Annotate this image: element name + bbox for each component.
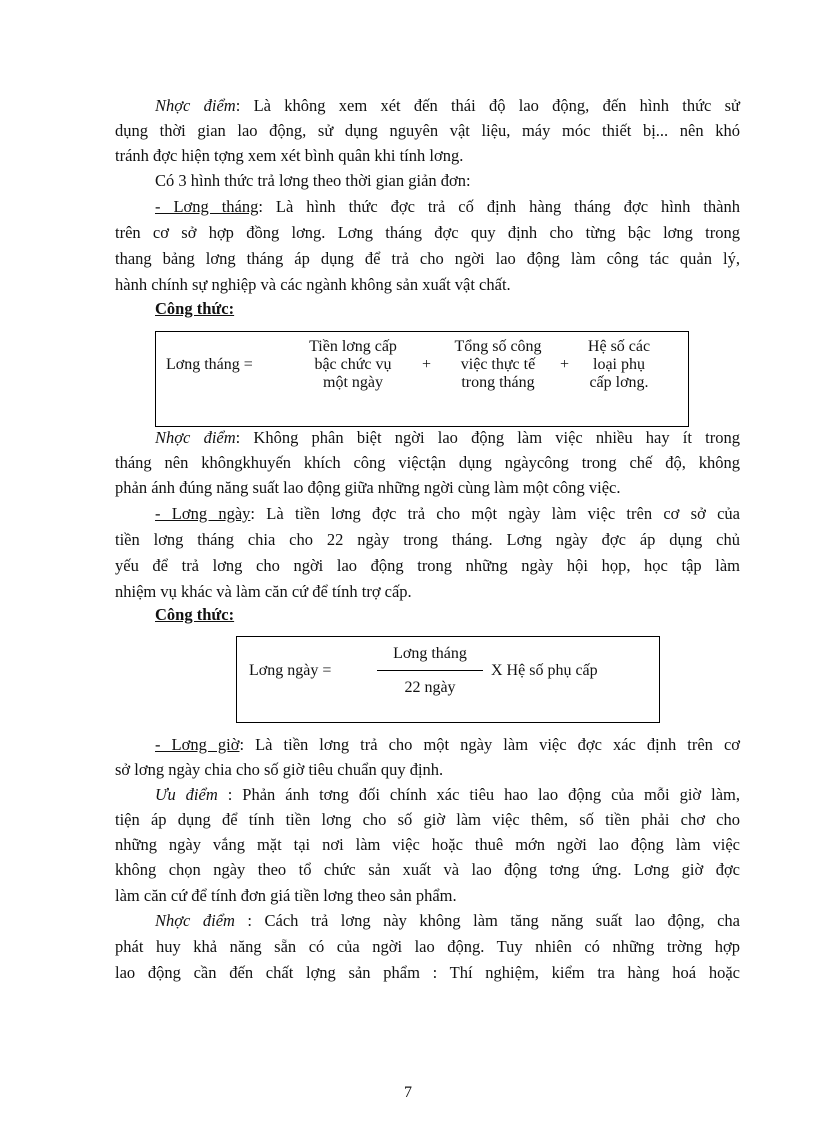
para1-line-3: tránh đợc hiện tợng xem xét bình quân khi tính lơng.	[115, 146, 464, 165]
para4-lead: - Lơng ngày	[155, 504, 251, 523]
formula1-plus-1: +	[422, 356, 432, 373]
formula1-plus-2: +	[560, 356, 570, 373]
para2-line-1	[155, 197, 740, 217]
formula1-term3-line3: cấp lơng.	[589, 374, 649, 391]
para5-line-1-text: : Là tiền lơng trả cho một ngày làm việc đợc xác định trên cơ	[239, 735, 741, 754]
formula2-lhs: Lơng ngày =	[249, 662, 332, 679]
para7-lead: Nhợc điểm	[155, 911, 235, 930]
formula1-term1-line1: Tiền lơng cấp	[309, 338, 397, 355]
para3-line-2: tháng nên khôngkhuyến khích công việctận dụng ngàycông trong chế độ, không	[115, 453, 740, 472]
formula-label-1: Công thức:	[155, 299, 235, 318]
para1-line-2: dụng thời gian lao động, sử dụng nguyên vật liệu, máy móc thiết bị... nên khó	[115, 121, 740, 140]
para6-line-3: những ngày vắng mặt tại nơi làm việc hoặc thuê mớn ngời lao động làm việc	[115, 835, 740, 854]
formula2-numerator: Lơng tháng	[393, 645, 467, 662]
para2-line-2: trên cơ sở hợp đồng lơng. Lơng tháng đợc quy định cho từng bậc lơng trong	[115, 223, 740, 242]
para5-line-2: sở lơng ngày chia cho số giờ tiêu chuẩn quy định.	[115, 760, 444, 779]
para6-line-5: làm căn cứ để tính đơn giá tiền lơng theo sản phẩm.	[115, 886, 457, 905]
para7-line-1	[155, 911, 740, 931]
para2-line-4: hành chính sự nghiệp và các ngành không sản xuất vật chất.	[115, 275, 511, 294]
para7-line-3: lao động cần đến chất lợng sản phẩm : Thí nghiệm, kiểm tra hàng hoá hoặc	[115, 963, 740, 982]
para6-line-4: không chọn ngày theo tổ chức sản xuất và lao động tơng ứng. Lơng giờ đợc	[115, 860, 740, 879]
para4-line-2: tiền lơng tháng chia cho 22 ngày trong tháng. Lơng ngày đợc áp dụng chủ	[115, 530, 740, 549]
formula2-fraction-bar	[377, 670, 483, 671]
formula2-denominator: 22 ngày	[404, 679, 456, 696]
para2-line-1-text: : Là hình thức đợc trả cố định hàng tháng đợc hình thành	[258, 197, 740, 216]
intro-line: Có 3 hình thức trả lơng theo thời gian giản đơn:	[155, 171, 471, 190]
para2-lead: - Lơng tháng	[155, 197, 259, 216]
para3-line-1	[155, 428, 740, 448]
para6-line-2: tiện áp dụng để tính tiền lơng cho số giờ làm việc thêm, số tiền phải chơ cho	[115, 810, 740, 829]
para6-line-1	[155, 785, 740, 805]
para4-line-1-text: : Là tiền lơng đợc trả cho một ngày làm việc trên cơ sở của	[250, 504, 740, 523]
formula1-term3-line2: loại phụ	[593, 356, 645, 373]
para7-line-1-text: : Cách trả lơng này không làm tăng năng suất lao động, cha	[234, 911, 740, 930]
para4-line-3: yếu để trả lơng cho ngời lao động trong những ngày hội họp, học tập làm	[115, 556, 740, 575]
formula-box-1	[155, 331, 689, 427]
page-number: 7	[404, 1084, 412, 1101]
para3-line-1-text: : Không phân biệt ngời lao động làm việc nhiều hay ít trong	[235, 428, 740, 447]
formula2-rhs: X Hệ số phụ cấp	[491, 662, 598, 679]
para7-line-2: phát huy khả năng sẵn có của ngời lao động. Tuy nhiên có những trờng hợp	[115, 937, 740, 956]
para5-lead: - Lơng giờ	[155, 735, 240, 754]
para3-lead: Nhợc điểm	[155, 428, 236, 447]
para3-line-3: phản ánh đúng năng suất lao động giữa những ngời cùng làm một công việc.	[115, 478, 621, 497]
formula-box-2	[236, 636, 660, 723]
para1-line-1-text: : Là không xem xét đến thái độ lao động, đến hình thức sử	[235, 96, 740, 115]
formula1-lhs: Lơng tháng =	[166, 356, 253, 373]
para6-lead: Ưu điểm	[155, 785, 218, 804]
formula1-term1-line3: một ngày	[323, 374, 383, 391]
formula1-term2-line2: việc thực tế	[460, 356, 536, 373]
formula-label-2: Công thức:	[155, 605, 235, 624]
para1-lead: Nhợc điểm	[155, 96, 236, 115]
formula1-term3-line1: Hệ số các	[587, 338, 651, 355]
para6-line-1-text: : Phản ánh tơng đối chính xác tiêu hao lao động của mỗi giờ làm,	[217, 785, 740, 804]
para1-line-1	[155, 96, 740, 116]
formula1-term1-line2: bậc chức vụ	[314, 356, 392, 373]
formula1-term2-line3: trong tháng	[461, 374, 535, 391]
para5-line-1	[155, 735, 740, 755]
para2-line-3: thang bảng lơng tháng áp dụng để trả cho ngời lao động làm công tác quản lý,	[115, 249, 740, 268]
para4-line-4: nhiệm vụ khác và làm căn cứ để tính trợ cấp.	[115, 582, 412, 601]
para4-line-1	[155, 504, 740, 524]
formula1-term2-line1: Tổng số công	[454, 338, 542, 355]
